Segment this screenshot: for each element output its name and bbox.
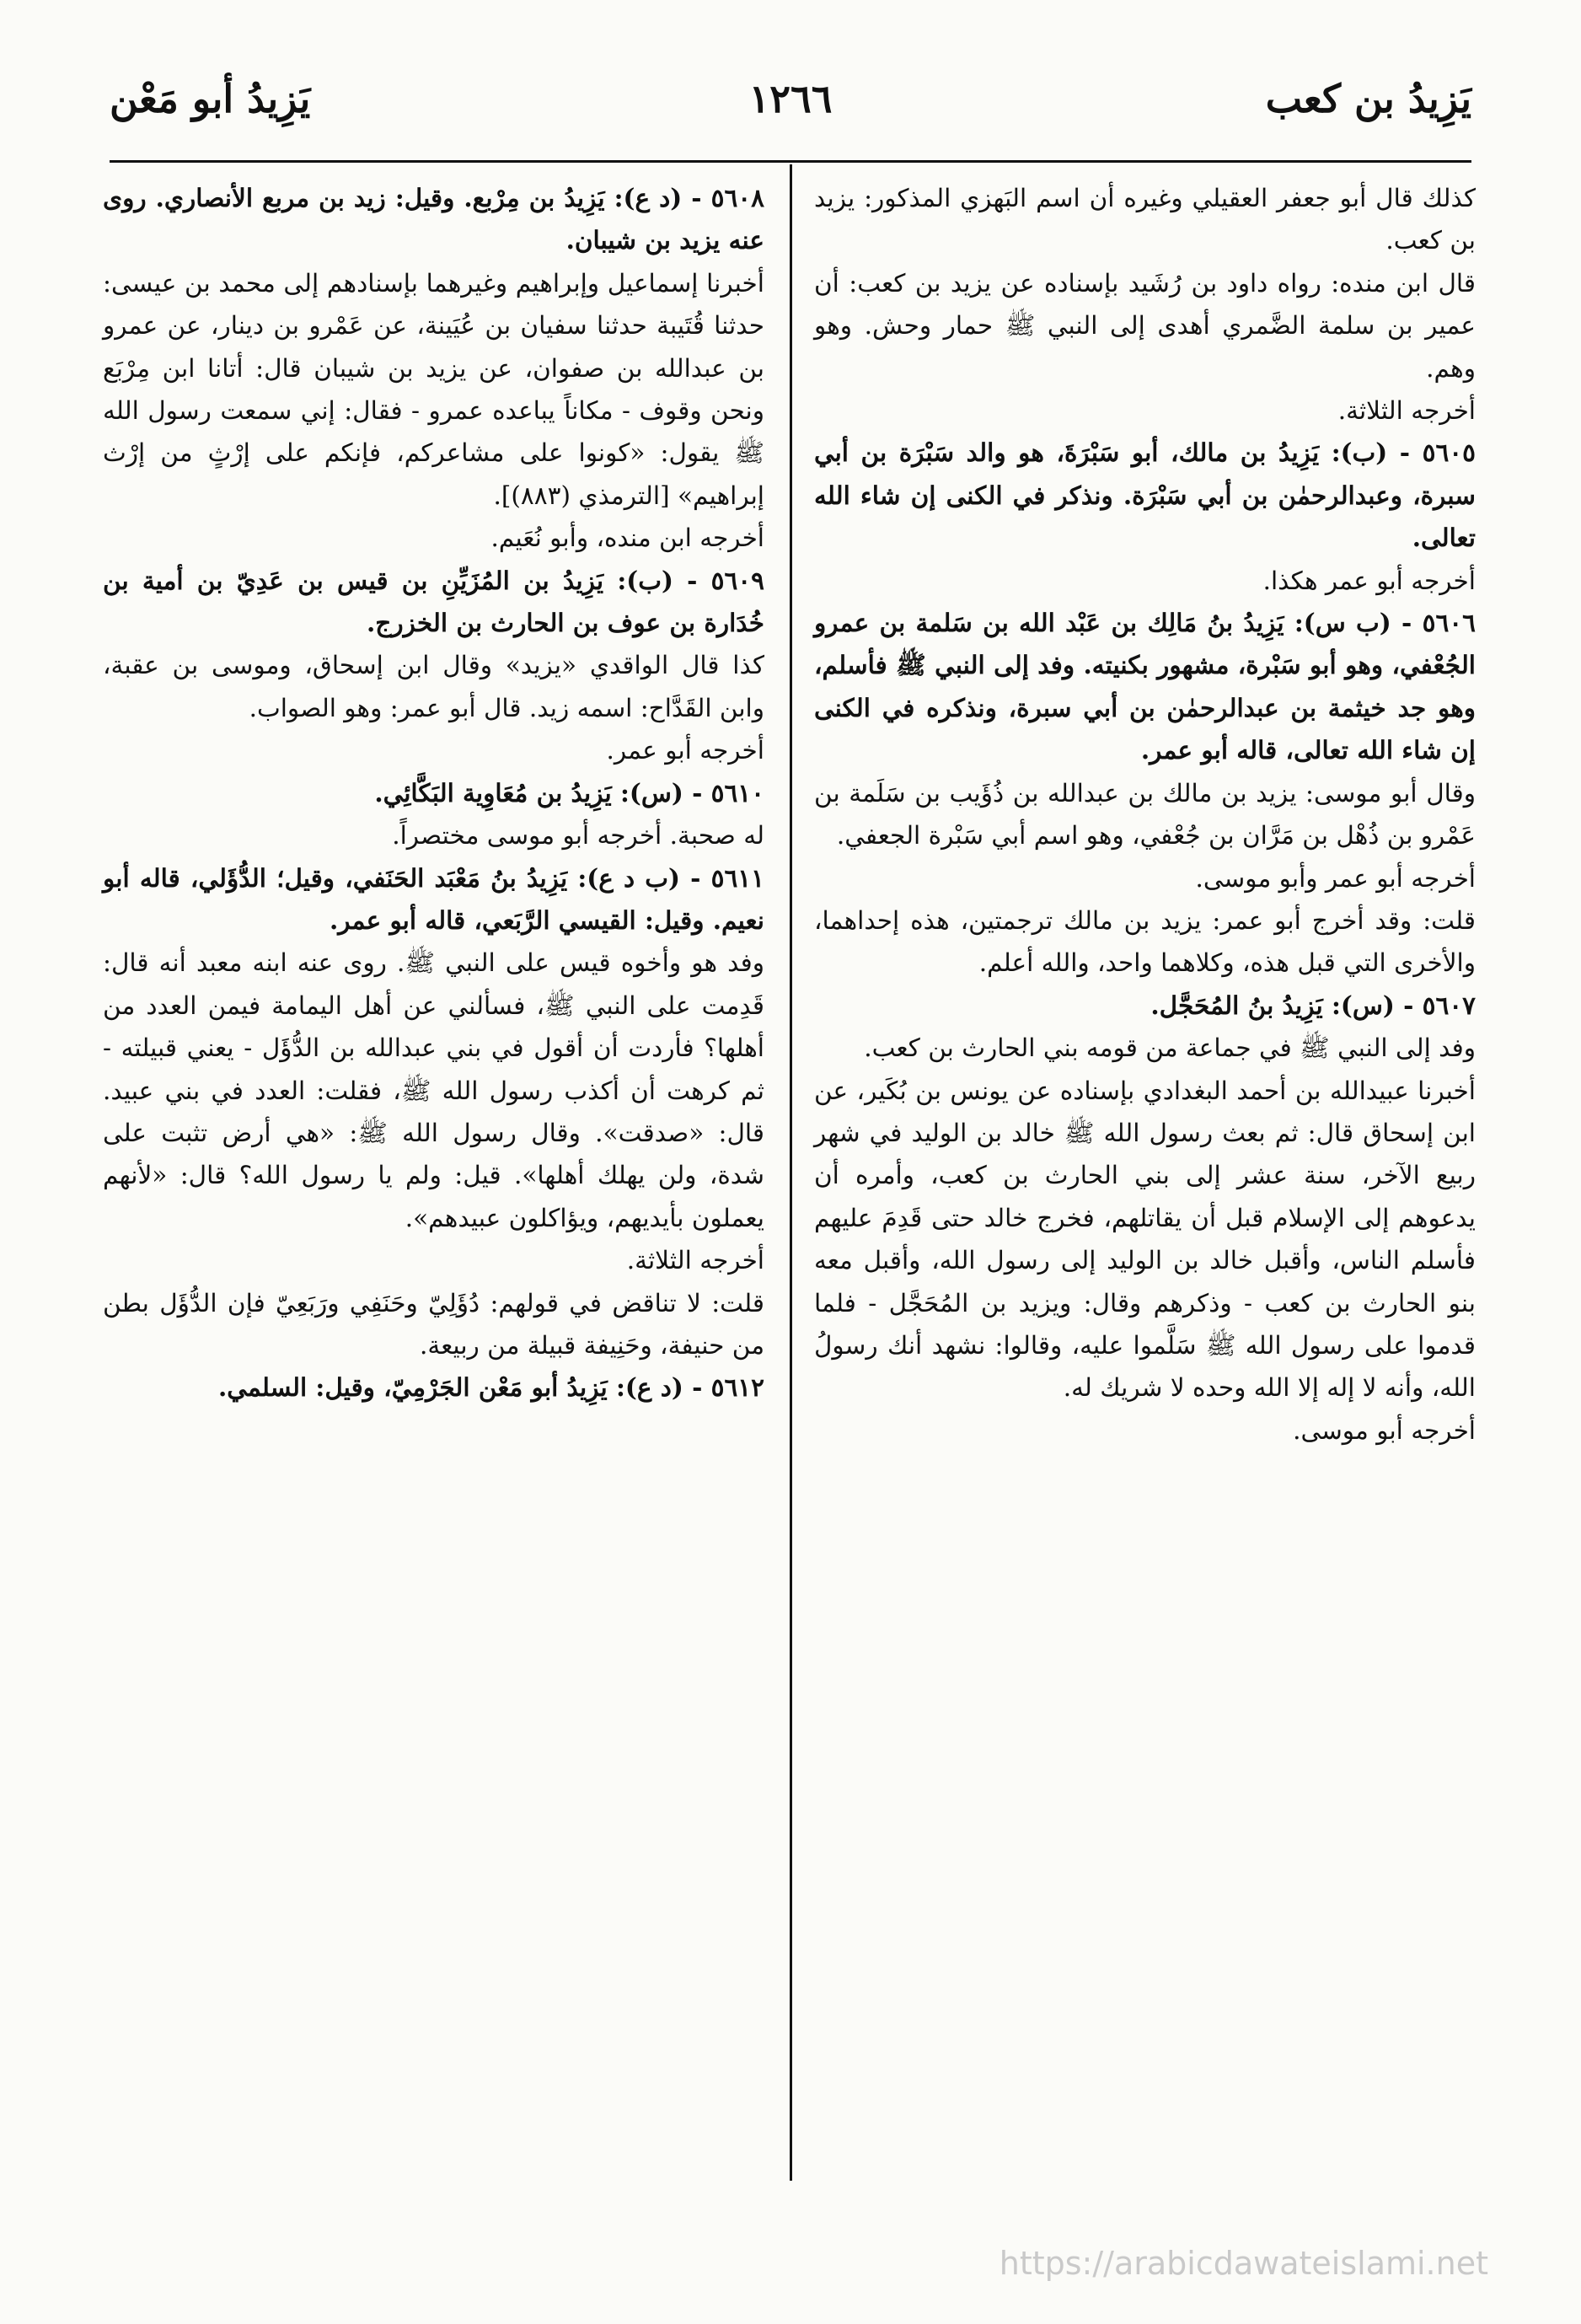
entry-5611: ٥٦١١ - (ب د ع): يَزِيدُ بنُ مَعْبَد الحَنَفي، وقيل؛ الدُّؤَلي، قاله أبو نعيم. وقيل: القيسي الرَّبَعي، قاله أبو عمر.	[103, 862, 764, 935]
watermark-url: https://arabicdawateislami.net	[999, 2245, 1488, 2282]
right-column	[814, 177, 1476, 1452]
paragraph: أخرجه أبو عمر هكذا.	[1262, 566, 1476, 595]
left-column	[103, 177, 764, 1409]
page-header	[110, 76, 1471, 152]
paragraph: أخبرنا إسماعيل وإبراهيم وغيرهما بإسنادهم إلى محمد بن عيسى: حدثنا قُتَيبة حدثنا سفيان بن عُيَينة، عن عَمْرو بن دينار، عن عمرو بن عبدالله بن صفوان، عن يزيد بن شيبان قال: أتانا ابن مِرْبَع ونحن وقوف - مكاناً يباعده عمرو - فقال: إني سمعت رسول الله ﷺ يقول: «كونوا على مشاعركم، فإنكم على إرْثٍ من إرْث إبراهيم» [الترمذي (٨٨٣)].	[103, 268, 764, 510]
paragraph: له صحبة. أخرجه أبو موسى مختصراً.	[392, 821, 764, 851]
column-divider	[790, 164, 792, 2181]
entry-5612: ٥٦١٢ - (د ع): يَزِيدُ أبو مَعْن الجَرْمِيّ، وقيل: السلمي.	[217, 1372, 764, 1403]
paragraph: أخرجه أبو عمر وأبو موسى.	[1195, 863, 1476, 893]
paragraph: كذلك قال أبو جعفر العقيلي وغيره أن اسم البَهزي المذكور: يزيد بن كعب.	[814, 184, 1476, 255]
paragraph: أخرجه أبو موسى.	[1293, 1415, 1476, 1445]
entry-5605: ٥٦٠٥ - (ب): يَزِيدُ بن مالك، أبو سَبْرَةَ، هو والد سَبْرَة بن أبي سبرة، وعبدالرحمٰن بن أبي سَبْرَة. ونذكر في الكنى إن شاء الله تعالى.	[814, 437, 1476, 553]
paragraph: أخبرنا عبيدالله بن أحمد البغدادي بإسناده عن يونس بن بُكَير، عن ابن إسحاق قال: ثم بعث رسول الله ﷺ خالد بن الوليد في شهر ربيع الآخر، سنة عشر إلى بني الحارث بن كعب، وأمره أن يدعوهم إلى الإسلام قبل أن يقاتلهم، فخرج خالد حتى قَدِمَ عليهم فأسلم الناس، وأقبل خالد بن الوليد إلى رسول الله، وأقبل معه بنو الحارث بن كعب - وذكرهم وقال: ويزيد بن المُحَجَّل - فلما قدموا على رسول الله ﷺ سَلَّموا عليه، وقالوا: نشهد أنك رسولُ الله، وأنه لا إله إلا الله وحده لا شريك له.	[814, 1076, 1476, 1403]
paragraph: كذا قال الواقدي «يزيد» وقال ابن إسحاق، وموسى بن عقبة، وابن القَدَّاح: اسمه زيد. قال أبو عمر: وهو الصواب.	[103, 651, 764, 722]
entry-5610: ٥٦١٠ - (س): يَزِيدُ بن مُعَاوِية البَكَّائِي.	[374, 777, 764, 808]
paragraph: وفد هو وأخوه قيس على النبي ﷺ. روى عنه ابنه معبد أنه قال: قَدِمت على النبي ﷺ، فسألني عن أهل اليمامة فيمن العدد من أهلها؟ فأردت أن أقول في بني عبدالله بن الدُّؤَل - يعني قبيلته - ثم كرهت أن أكذب رسول الله ﷺ، فقلت: العدد في بني عبيد. قال: «صدقت». وقال رسول الله ﷺ: «هي أرض تثبت على شدة، ولن يهلك أهلها». قيل: ولم يا رسول الله؟ قال: «لأنهم يعملون بأيديهم، ويؤاكلون عبيدهم».	[103, 948, 764, 1232]
paragraph: وفد إلى النبي ﷺ في جماعة من قومه بني الحارث بن كعب.	[864, 1033, 1476, 1063]
paragraph: قال ابن منده: رواه داود بن رُشَيد بإسناده عن يزيد بن كعب: أن عمير بن سلمة الضَّمري أهدى إلى النبي ﷺ حمار وحش. وهو وهم.	[814, 268, 1476, 383]
paragraph: وقال أبو موسى: يزيد بن مالك بن عبدالله بن ذُؤَيب بن سَلَمة بن عَمْرو بن ذُهْل بن مَرَّان بن جُعْفي، وهو اسم أبي سَبْرة الجعفي.	[814, 778, 1476, 851]
page-number: ١٢٦٦	[748, 76, 833, 121]
entry-5608: ٥٦٠٨ - (د ع): يَزِيدُ بن مِرْبع. وقيل: زيد بن مربع الأنصاري. روى عنه يزيد بن شيبان.	[103, 183, 764, 255]
entry-5606: ٥٦٠٦ - (ب س): يَزِيدُ بنُ مَالِك بن عَبْد الله بن سَلمة بن عمرو الجُعْفي، وهو أبو سَبْرة، مشهور بكنيته. وفد إلى النبي ﷺ فأسلم، وهو جد خيثمة بن عبدالرحمٰن بن أبي سبرة، ونذكره في الكنى إن شاء الله تعالى، قاله أبو عمر.	[814, 608, 1476, 765]
paragraph: أخرجه ابن منده، وأبو نُعَيم.	[490, 523, 764, 553]
paragraph: أخرجه أبو عمر.	[606, 736, 764, 765]
paragraph: قلت: وقد أخرج أبو عمر: يزيد بن مالك ترجمتين، هذه إحداهما، والأخرى التي قبل هذه، وكلاهما واحد، والله أعلم.	[814, 905, 1476, 978]
entry-5607: ٥٦٠٧ - (س): يَزِيدُ بنُ المُحَجَّل.	[1150, 990, 1476, 1020]
entry-5609: ٥٦٠٩ - (ب): يَزِيدُ بن المُزَيِّنِ بن قيس بن عَدِيّ بن أمية بن خُدَارة بن عوف بن الحارث بن الخزرج.	[103, 565, 764, 638]
paragraph: أخرجه الثلاثة.	[1337, 396, 1476, 426]
header-rule	[110, 160, 1471, 163]
paragraph: أخرجه الثلاثة.	[626, 1246, 764, 1275]
paragraph: قلت: لا تناقض في قولهم: دُؤَلِيّ وحَنَفِي ورَبَعِيّ فإن الدُّؤَل بطن من حنيفة، وحَنِيفة قبيلة من ربيعة.	[103, 1288, 764, 1360]
running-title-left: يَزِيدُ أبو مَعْن	[110, 76, 311, 121]
running-title-right: يَزِيدُ بن كعب	[1265, 76, 1471, 121]
